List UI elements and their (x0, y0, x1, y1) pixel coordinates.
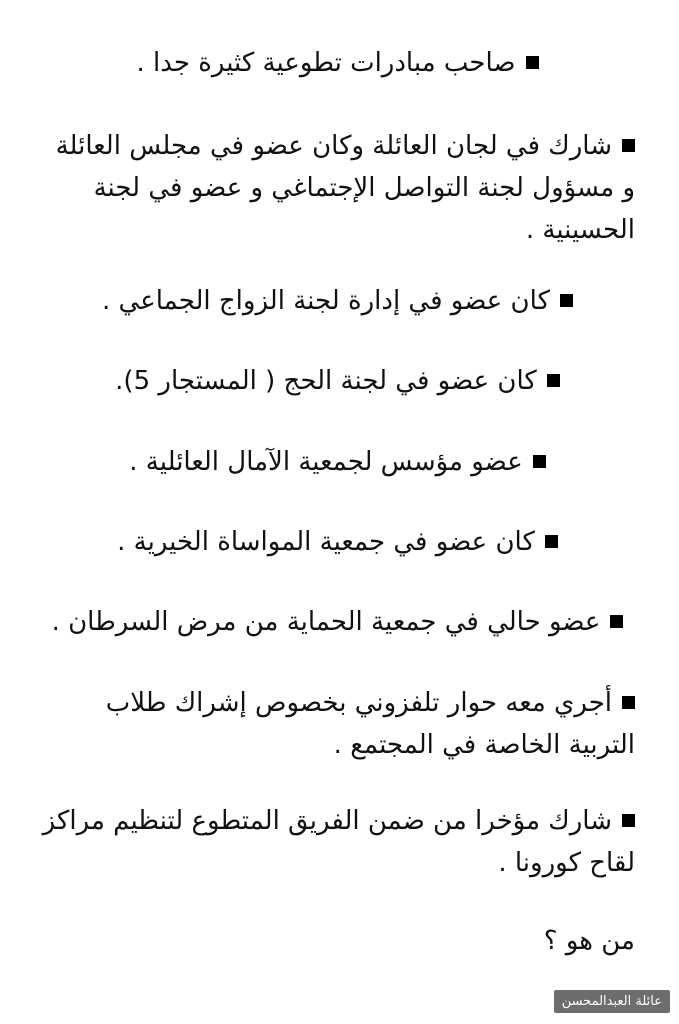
paragraph-text: شارك مؤخرا من ضمن الفريق المتطوع لتنظيم مراكز لقاح كورونا . (42, 806, 635, 878)
black-square-bullet-icon (622, 696, 635, 709)
question-text: من هو ؟ (543, 926, 635, 956)
paragraph-text: عضو مؤسس لجمعية الآمال العائلية . (129, 447, 523, 477)
question-who-is-he (40, 920, 635, 962)
paragraph-text: شارك في لجان العائلة وكان عضو في مجلس العائلة و مسؤول لجنة التواصل الإجتماغي و عضو في لجنة الحسينية . (55, 131, 635, 245)
family-watermark: عائلة العبدالمحسن (554, 990, 670, 1013)
black-square-bullet-icon (533, 455, 546, 468)
black-square-bullet-icon (526, 56, 539, 69)
black-square-bullet-icon (545, 535, 558, 548)
paragraph-hajj-committee (40, 360, 635, 402)
black-square-bullet-icon (622, 814, 635, 827)
paragraph-text: كان عضو في جمعية المواساة الخيرية . (117, 527, 535, 557)
paragraph-vaccine-volunteer (40, 800, 635, 884)
paragraph-text: كان عضو في لجنة الحج ( المستجار 5). (115, 366, 537, 396)
paragraph-cancer-protection (40, 601, 635, 643)
paragraph-amal-association (40, 441, 635, 483)
paragraph-family-committees (40, 125, 635, 251)
paragraph-text: أجري معه حوار تلفزوني بخصوص إشراك طلاب التربية الخاصة في المجتمع . (105, 688, 635, 760)
black-square-bullet-icon (610, 615, 623, 628)
paragraph-group-wedding (40, 280, 635, 322)
paragraph-text: كان عضو في إدارة لجنة الزواج الجماعي . (102, 286, 550, 316)
black-square-bullet-icon (560, 294, 573, 307)
black-square-bullet-icon (547, 374, 560, 387)
paragraph-text: عضو حالي في جمعية الحماية من مرض السرطان . (51, 607, 601, 637)
paragraph-tv-interview (40, 682, 635, 766)
black-square-bullet-icon (622, 139, 635, 152)
paragraph-initiatives (40, 42, 635, 84)
paragraph-mowasah-charity (40, 521, 635, 563)
paragraph-text: صاحب مبادرات تطوعية كثيرة جدا . (136, 48, 516, 78)
